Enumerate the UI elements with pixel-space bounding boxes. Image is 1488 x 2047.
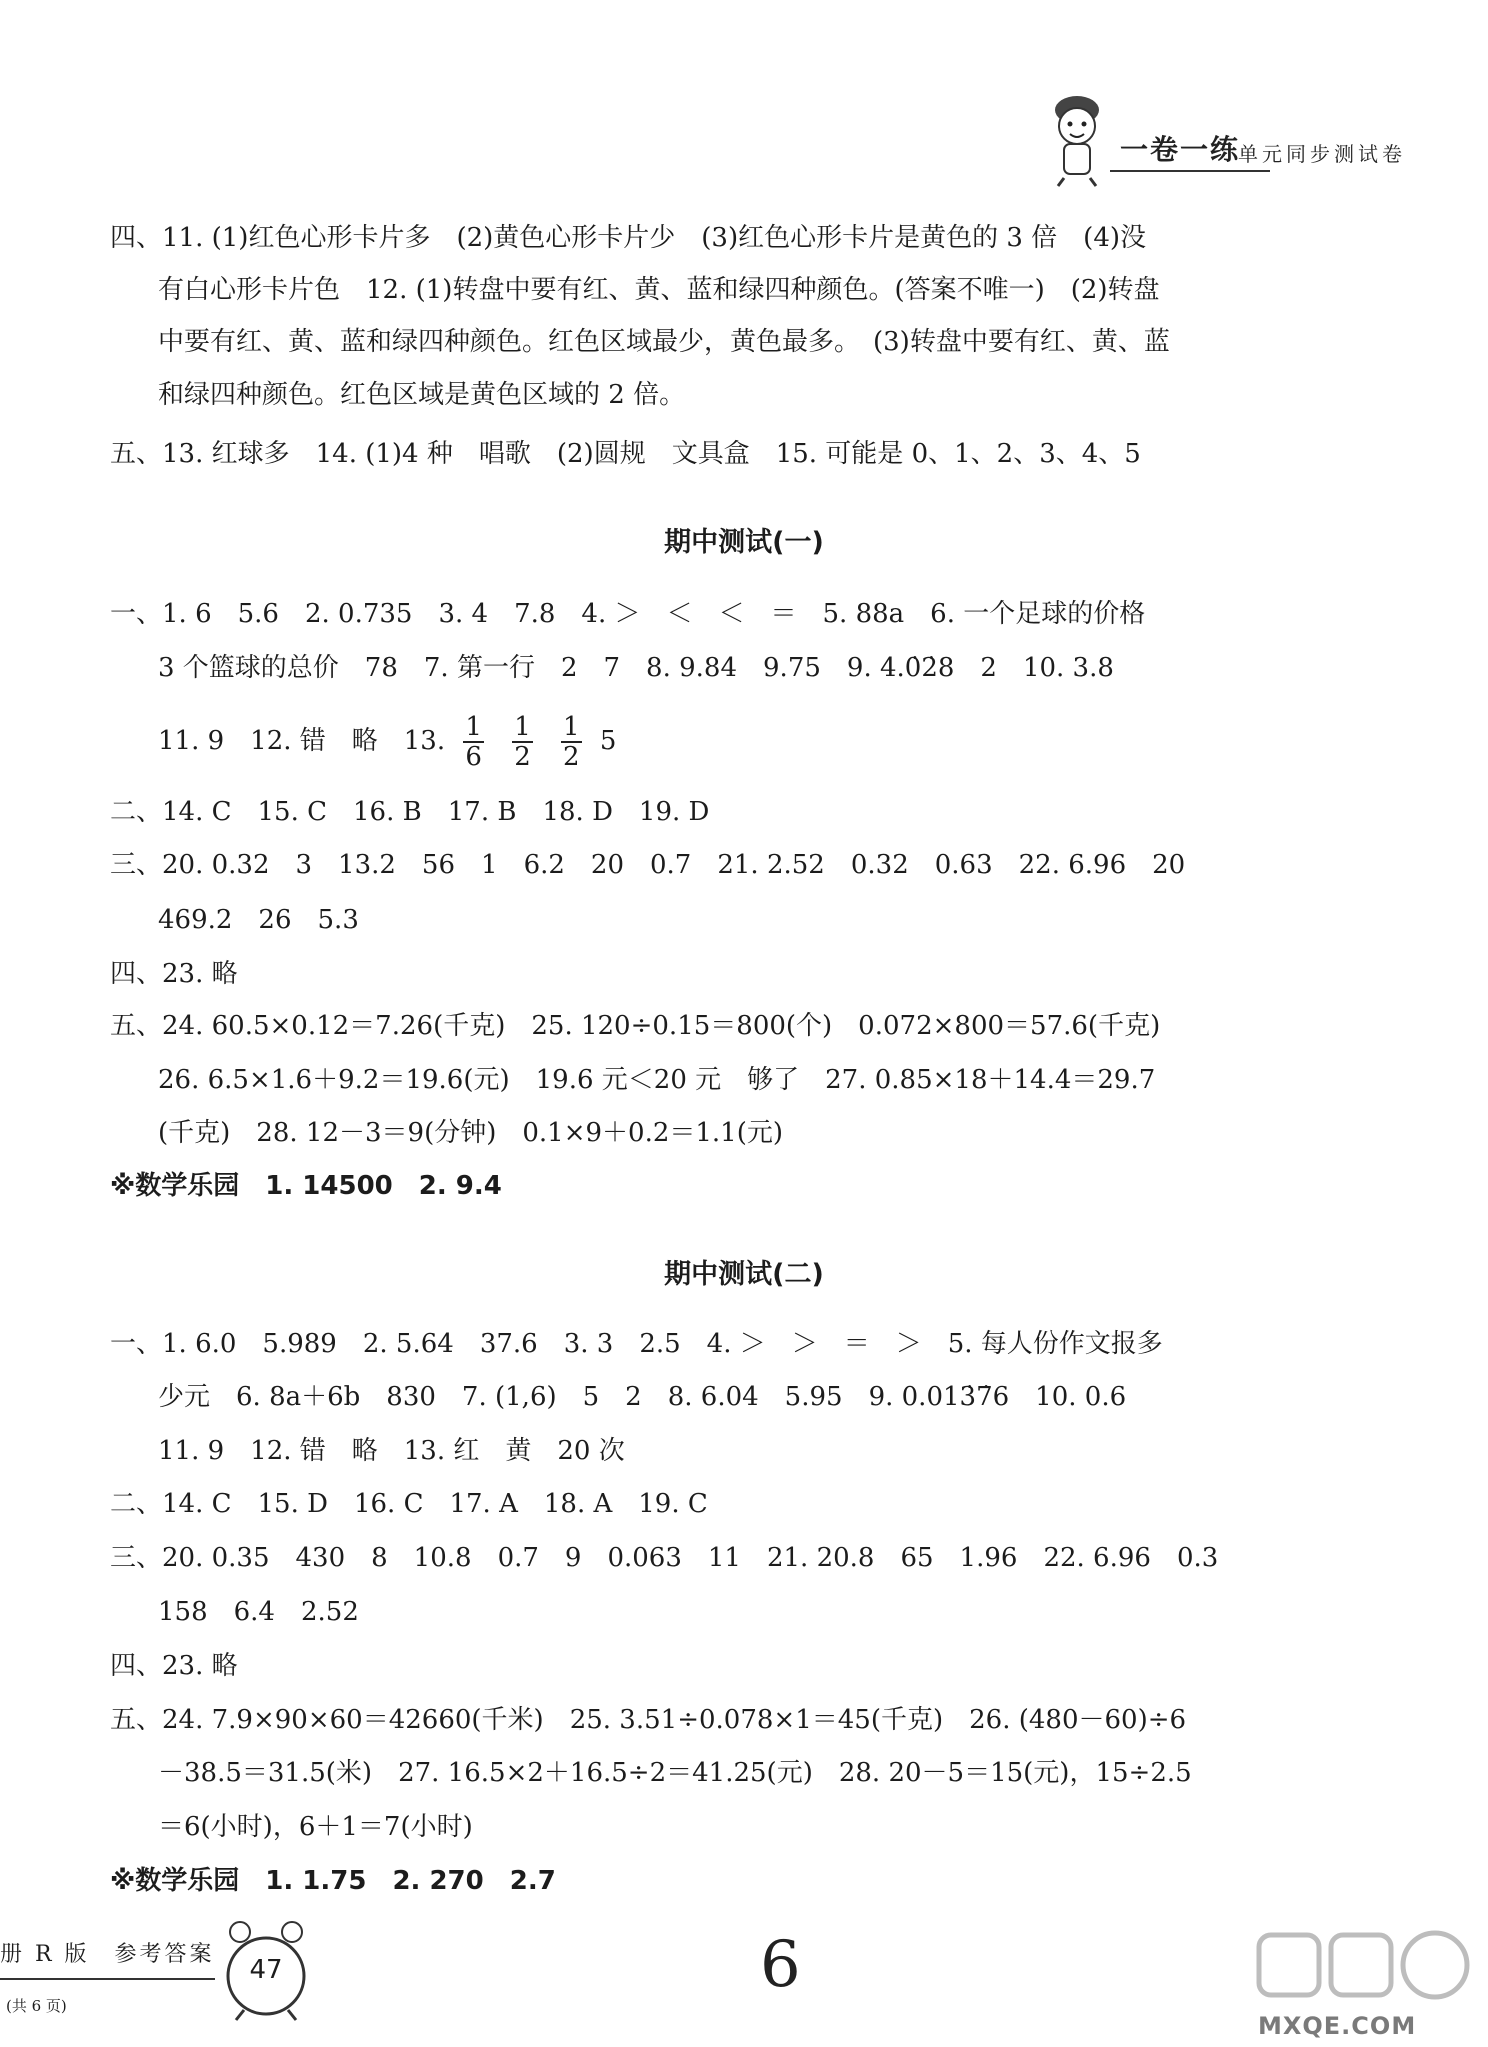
edition-label: 册 R 版 参考答案 <box>0 1942 215 1967</box>
watermark-text: MXQE.COM <box>1258 2012 1417 2040</box>
answer-line: 四、11. (1)红色心形卡片多 (2)黄色心形卡片少 (3)红色心形卡片是黄色的 3 倍 (4)没 <box>110 223 1147 253</box>
brand-subtitle: 单元同步测试卷 <box>1238 142 1406 166</box>
brand-title: 一卷一练 <box>1120 133 1241 166</box>
page-count: (共 6 页) <box>6 1997 67 2015</box>
footer-rule <box>0 1978 215 1980</box>
fraction: $\frac{1}{6}$ <box>465 712 482 772</box>
answer-line: 3 个篮球的总价 78 7. 第一行 2 7 8. 9.84 9.75 9. 4.0̇2̇8 2 10. 3.8 <box>158 653 1114 683</box>
answer-line: 四、23. 略 <box>110 959 238 989</box>
answer-line: 中要有红、黄、蓝和绿四种颜色。红色区域最少，黄色最多。 (3)转盘中要有红、黄、蓝 <box>158 327 1170 357</box>
answer-line: 一、1. 6.0 5.989 2. 5.64 37.6 3. 3 2.5 4. ＞ ＞ ＝ ＞ 5. 每人份作文报多 <box>110 1329 1163 1359</box>
answer-line: 三、20. 0.32 3 13.2 56 1 6.2 20 0.7 21. 2.52 0.32 0.63 22. 6.96 20 <box>110 850 1186 880</box>
answer-text: 5 <box>599 726 617 756</box>
watermark-logo-icon <box>1255 1925 1475 2010</box>
answer-line: －38.5＝31.5(米) 27. 16.5×2＋16.5÷2＝41.25(元) 28. 20－5＝15(元)，15÷2.5 <box>158 1758 1192 1788</box>
answer-line: 少元 6. 8a＋6b 830 7. (1,6) 5 2 8. 6.04 5.95 9. 0.013̇7̇6 10. 0.6 <box>158 1382 1127 1412</box>
fraction: $\frac{1}{2}$ <box>563 712 580 772</box>
answer-line-fractions <box>158 713 616 771</box>
answer-line: 一、1. 6 5.6 2. 0.735 3. 4 7.8 4. ＞ ＜ ＜ ＝ 5. 88a 6. 一个足球的价格 <box>110 599 1146 629</box>
answer-line: ＝6(小时)，6＋1＝7(小时) <box>158 1812 473 1842</box>
answer-line: 二、14. C 15. C 16. B 17. B 18. D 19. D <box>110 797 710 827</box>
answer-line: 五、13. 红球多 14. (1)4 种 唱歌 (2)圆规 文具盒 15. 可能是 0、1、2、3、4、5 <box>110 439 1141 469</box>
bonus-line: ※数学乐园 1. 14500 2. 9.4 <box>110 1171 502 1201</box>
section-title: 期中测试(一) <box>664 527 824 558</box>
answer-line: 有白心形卡片色 12. (1)转盘中要有红、黄、蓝和绿四种颜色。(答案不唯一) (2)转盘 <box>158 275 1160 305</box>
header-rule <box>1110 170 1270 172</box>
answer-line: 和绿四种颜色。红色区域是黄色区域的 2 倍。 <box>158 380 686 410</box>
section-title: 期中测试(二) <box>664 1259 824 1290</box>
fraction: $\frac{1}{2}$ <box>514 712 531 772</box>
answer-line: 二、14. C 15. D 16. C 17. A 18. A 19. C <box>110 1489 708 1519</box>
mascot-icon <box>1042 88 1112 188</box>
bonus-line: ※数学乐园 1. 1.75 2. 270 2.7 <box>110 1866 556 1896</box>
page-number: 47 <box>249 1955 283 1985</box>
answer-line: 五、24. 60.5×0.12＝7.26(千克) 25. 120÷0.15＝800(个) 0.072×800＝57.6(千克) <box>110 1011 1161 1041</box>
answer-line: 26. 6.5×1.6＋9.2＝19.6(元) 19.6 元＜20 元 够了 27. 0.85×18＋14.4＝29.7 <box>158 1065 1156 1095</box>
answer-line: 三、20. 0.35 430 8 10.8 0.7 9 0.063 11 21. 20.8 65 1.96 22. 6.96 0.3 <box>110 1543 1219 1573</box>
answer-line: 五、24. 7.9×90×60＝42660(千米) 25. 3.51÷0.078×1＝45(千克) 26. (480－60)÷6 <box>110 1705 1187 1735</box>
handwritten-mark: 6 <box>760 1928 801 2002</box>
answer-line: 158 6.4 2.52 <box>158 1597 359 1627</box>
answer-line: 11. 9 12. 错 略 13. 红 黄 20 次 <box>158 1436 625 1466</box>
answer-line: (千克) 28. 12－3＝9(分钟) 0.1×9＋0.2＝1.1(元) <box>158 1118 784 1148</box>
answer-text: 11. 9 12. 错 略 13. <box>158 726 446 756</box>
answer-line: 四、23. 略 <box>110 1651 238 1681</box>
answer-line: 469.2 26 5.3 <box>158 905 359 935</box>
